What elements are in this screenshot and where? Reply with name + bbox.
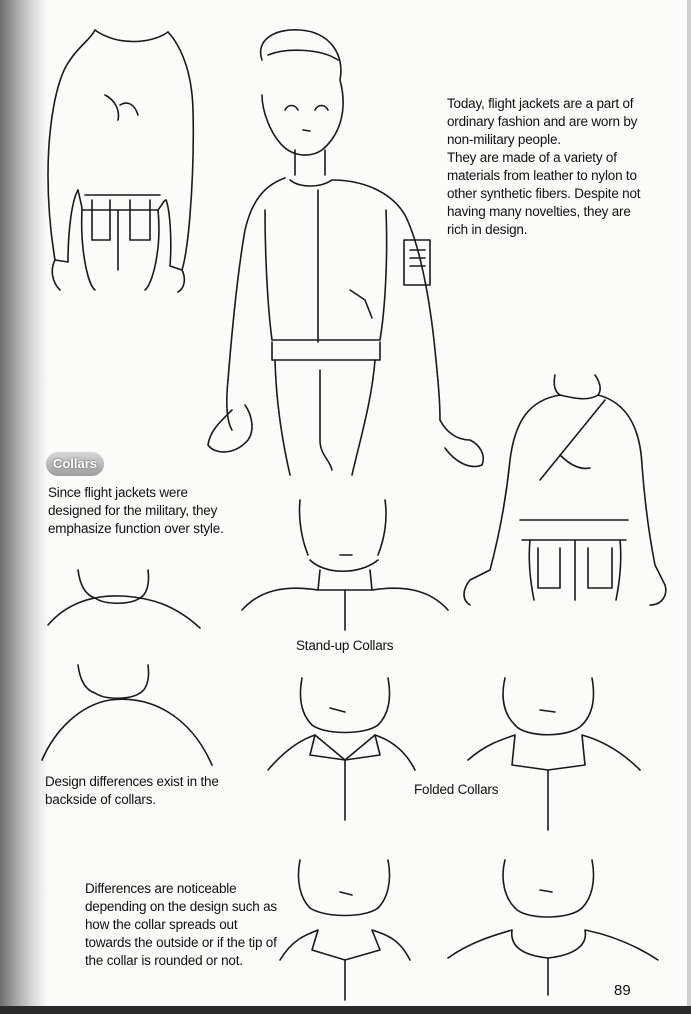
- page-number: 89: [614, 982, 631, 999]
- jacket-back-view-right-illustration: [464, 375, 666, 605]
- collar-back-view-illustration: [48, 570, 200, 628]
- intro-paragraph-2: They are made of a variety of materials from leather to nylon to other synthetic fibers. Despite not having many novelties, they are rich in design.: [447, 150, 641, 237]
- folded-collar-2-illustration: [468, 678, 640, 830]
- folded-collar-3-illustration: [280, 860, 410, 1000]
- folded-collar-4-illustration: [448, 860, 658, 995]
- figure-in-flight-jacket-illustration: [208, 30, 483, 475]
- folded-collars-label: Folded Collars: [414, 782, 499, 797]
- collars-description: Since flight jackets were designed for the military, they emphasize function over style.: [48, 485, 224, 536]
- intro-paragraph-1: Today, flight jackets are a part of ordinary fashion and are worn by non-military people.: [447, 96, 638, 147]
- jacket-back-view-illustration: [48, 30, 193, 292]
- stand-up-collars-label: Stand-up Collars: [296, 638, 394, 653]
- differences-noticeable-note: Differences are noticeable depending on the design such as how the collar spreads out towards the outside or if the tip of the collar is rounded or not.: [85, 881, 277, 968]
- collar-back-view-2-illustration: [42, 665, 212, 765]
- intro-text: [447, 95, 647, 239]
- folded-collar-1-illustration: [268, 678, 415, 820]
- section-badge: Collars: [46, 452, 104, 476]
- page-bottom-edge: [0, 1006, 691, 1014]
- design-differences-note: Design differences exist in the backside of collars.: [45, 774, 219, 807]
- stand-up-collar-illustration: [242, 500, 448, 630]
